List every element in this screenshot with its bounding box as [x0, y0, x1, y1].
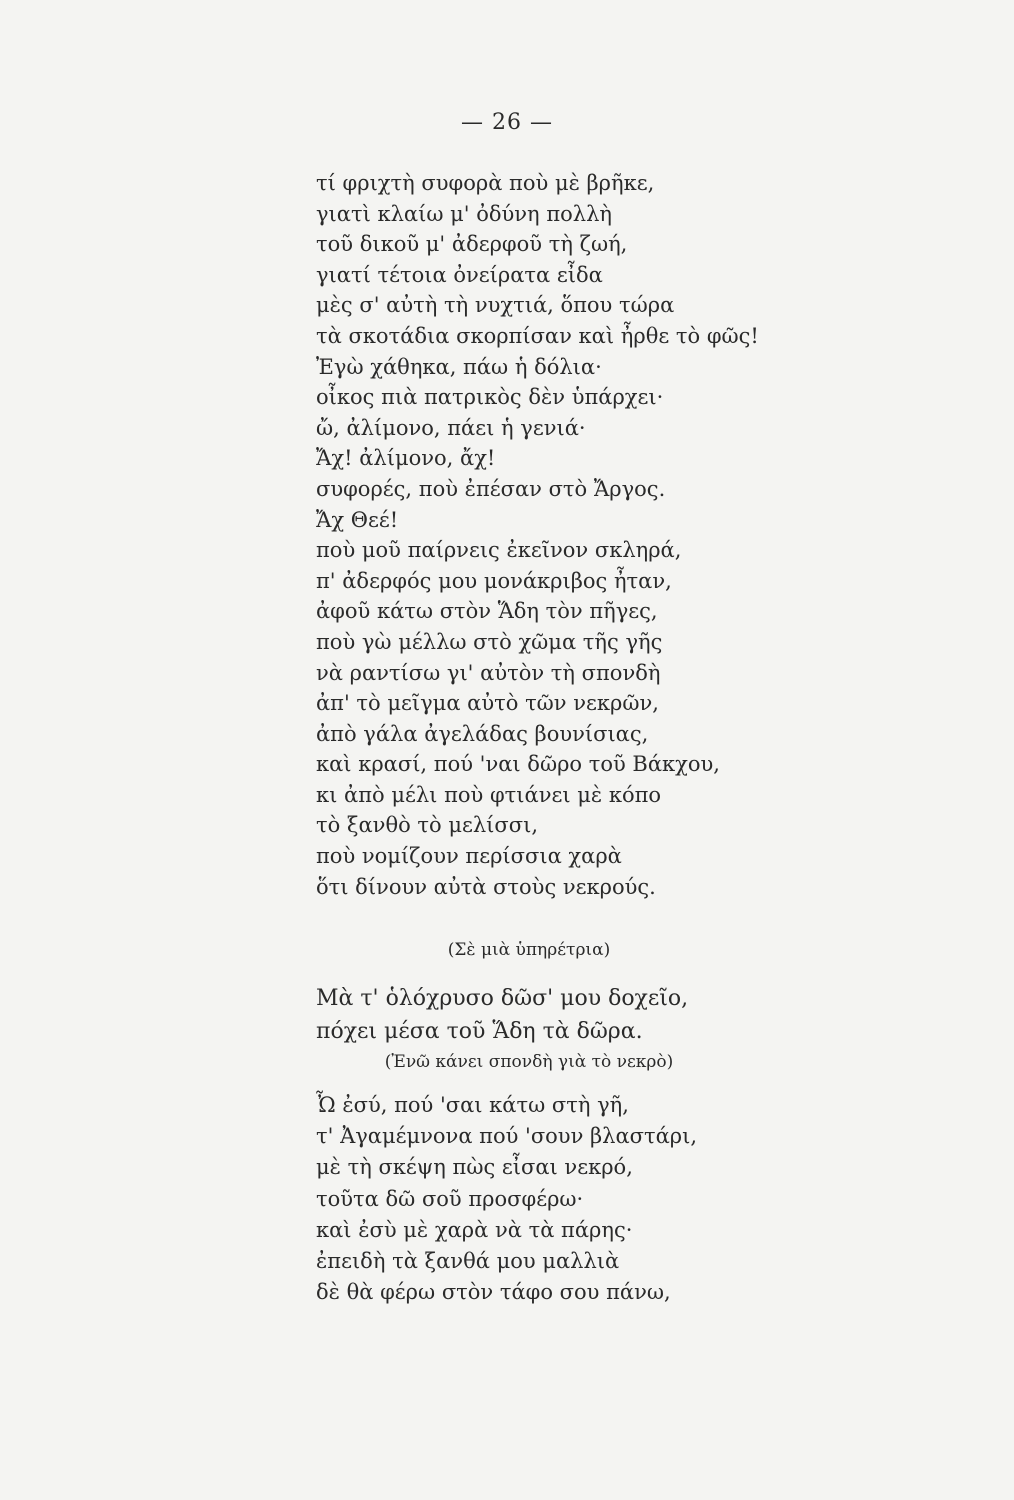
verse-line: οἶκος πιὰ πατρικὸς δὲν ὑπάρχει· [316, 385, 664, 410]
page-number: — 26 — [461, 110, 553, 135]
verse-line: Ἄχ! ἀλίμονο, ἄχ! [316, 446, 496, 471]
verse-line: ὅτι δίνουν αὐτὰ στοὺς νεκρούς. [316, 874, 656, 899]
verse-line: ἀπὸ γάλα ἀγελάδας βουνίσιας, [316, 721, 649, 746]
verse-line: νὰ ραντίσω γι' αὐτὸν τὴ σπονδὴ [316, 660, 661, 685]
stage-direction-1: (Σὲ μιὰ ὑπηρέτρια) [447, 940, 611, 960]
verse-stanza-1 [316, 168, 976, 902]
verse-line: ἐπειδὴ τὰ ξανθά μου μαλλιὰ [316, 1249, 620, 1274]
verse-line: ποὺ νομίζουν περίσσια χαρὰ [316, 844, 622, 869]
verse-line: γιατί τέτοια ὀνείρατα εἶδα [316, 262, 603, 287]
verse-line: κι ἀπὸ μέλι ποὺ φτιάνει μὲ κόπο [316, 782, 662, 807]
verse-stanza-2 [316, 982, 976, 1048]
verse-line: π' ἀδερφός μου μονάκριβος ἦταν, [316, 568, 672, 593]
verse-line: μὲς σ' αὐτὴ τὴ νυχτιά, ὅπου τώρα [316, 293, 675, 318]
verse-line: ἀπ' τὸ μεῖγμα αὐτὸ τῶν νεκρῶν, [316, 691, 659, 716]
verse-line: Μὰ τ' ὁλόχρυσο δῶσ' μου δοχεῖο, [316, 986, 689, 1011]
verse-line: Ὦ ἐσύ, πού 'σαι κάτω στὴ γῆ, [316, 1093, 629, 1117]
verse-line: ποὺ γὼ μέλλω στὸ χῶμα τῆς γῆς [316, 629, 663, 654]
verse-line: τοῦτα δῶ σοῦ προσφέρω· [316, 1186, 584, 1211]
verse-line: τοῦ δικοῦ μ' ἀδερφοῦ τὴ ζωή, [316, 232, 628, 257]
verse-line: πόχει μέσα τοῦ Ἅδη τὰ δῶρα. [316, 1019, 643, 1044]
stage-direction-2: (Ἐνῶ κάνει σπονδὴ γιὰ τὸ νεκρὸ) [384, 1052, 674, 1072]
verse-line: Ἐγὼ χάθηκα, πάω ἡ δόλια· [316, 354, 602, 379]
verse-line: τί φριχτὴ συφορὰ ποὺ μὲ βρῆκε, [316, 171, 655, 195]
verse-stanza-3 [316, 1090, 976, 1308]
verse-line: τὸ ξανθὸ τὸ μελίσσι, [316, 813, 538, 838]
verse-line: καὶ κρασί, πού 'ναι δῶρο τοῦ Βάκχου, [316, 752, 720, 777]
verse-line: τ' Ἀγαμέμνονα πού 'σουν βλαστάρι, [316, 1124, 698, 1149]
verse-line: συφορές, ποὺ ἐπέσαν στὸ Ἄργος. [316, 476, 666, 501]
verse-line: ἀφοῦ κάτω στὸν Ἅδη τὸν πῆγες, [316, 599, 658, 624]
verse-line: ποὺ μοῦ παίρνεις ἐκεῖνον σκληρά, [316, 538, 682, 563]
verse-line: μὲ τὴ σκέψη πὼς εἶσαι νεκρό, [316, 1155, 633, 1180]
verse-line: γιατὶ κλαίω μ' ὀδύνη πολλὴ [316, 201, 612, 226]
verse-line: Ἄχ Θεέ! [316, 507, 399, 532]
verse-line: τὰ σκοτάδια σκορπίσαν καὶ ἦρθε τὸ φῶς! [316, 323, 759, 348]
verse-line: ὤ, ἀλίμονο, πάει ἡ γενιά· [316, 415, 586, 440]
verse-line: καὶ ἐσὺ μὲ χαρὰ νὰ τὰ πάρης· [316, 1217, 633, 1242]
verse-line: δὲ θὰ φέρω στὸν τάφο σου πάνω, [316, 1280, 671, 1305]
